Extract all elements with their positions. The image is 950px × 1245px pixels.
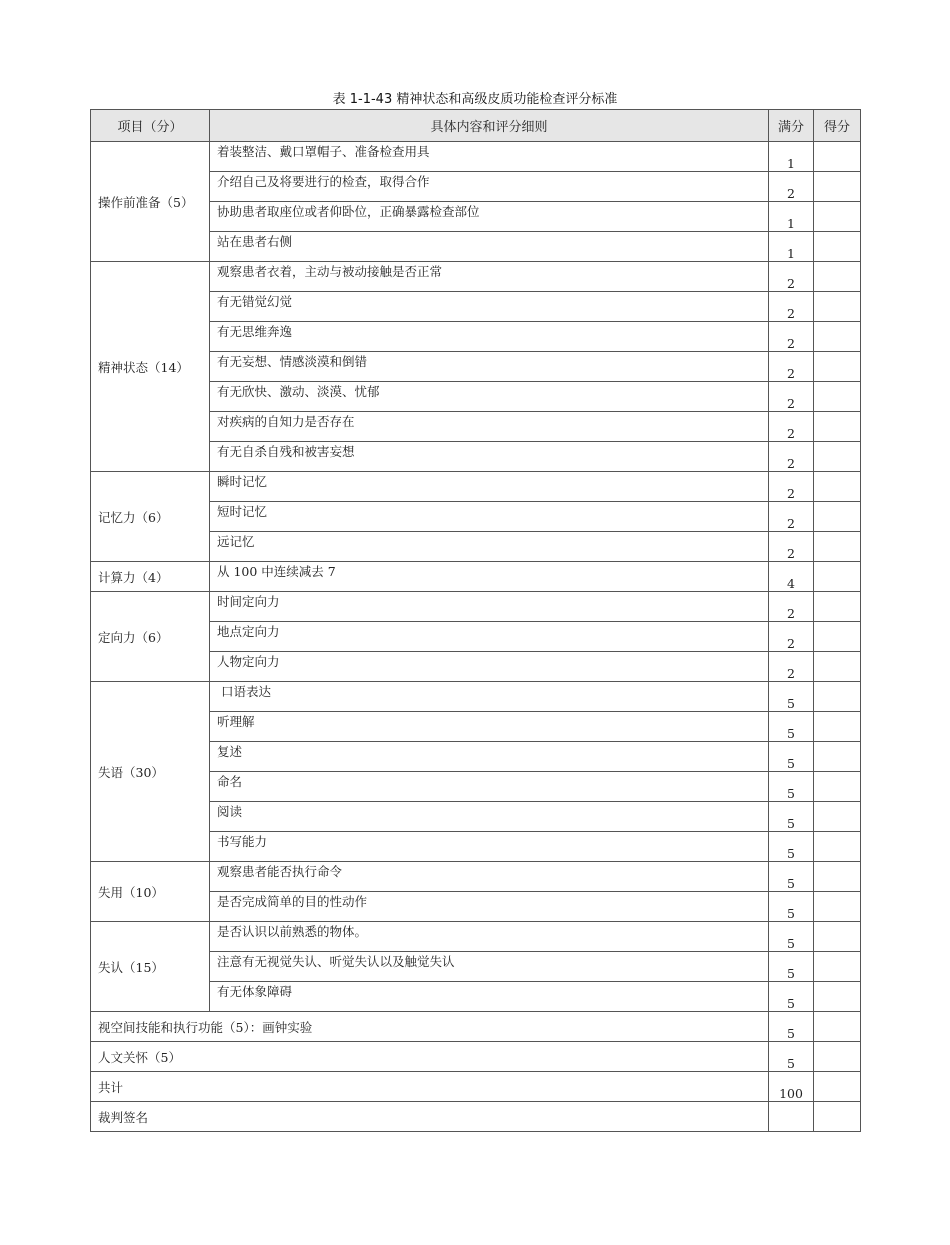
item-text-cell: 有无体象障碍 — [210, 982, 769, 1012]
full-score-cell: 2 — [769, 262, 814, 292]
header-project: 项目（分） — [91, 110, 210, 142]
full-score-cell: 100 — [769, 1072, 814, 1102]
obtained-score-cell[interactable] — [814, 592, 861, 622]
header-content: 具体内容和评分细则 — [210, 110, 769, 142]
table-row — [91, 562, 861, 592]
obtained-score-cell[interactable] — [814, 472, 861, 502]
obtained-score-cell[interactable] — [814, 892, 861, 922]
item-text-cell: 复述 — [210, 742, 769, 772]
category-cell: 记忆力（6） — [91, 472, 210, 562]
table-row — [91, 472, 861, 502]
full-score-cell: 5 — [769, 802, 814, 832]
item-text-cell: 阅读 — [210, 802, 769, 832]
full-score-cell: 2 — [769, 442, 814, 472]
summary-row — [91, 1012, 861, 1042]
obtained-score-cell[interactable] — [814, 352, 861, 382]
item-text-cell: 地点定向力 — [210, 622, 769, 652]
item-text-cell: 有无欣快、激动、淡漠、忧郁 — [210, 382, 769, 412]
obtained-score-cell[interactable] — [814, 1042, 861, 1072]
full-score-cell: 1 — [769, 232, 814, 262]
item-text-cell: 命名 — [210, 772, 769, 802]
item-text-cell: 有无思维奔逸 — [210, 322, 769, 352]
obtained-score-cell[interactable] — [814, 262, 861, 292]
table-row — [91, 862, 861, 892]
obtained-score-cell[interactable] — [814, 712, 861, 742]
scoring-table — [90, 109, 861, 1132]
item-text-cell: 人物定向力 — [210, 652, 769, 682]
item-text-cell: 短时记忆 — [210, 502, 769, 532]
obtained-score-cell[interactable] — [814, 232, 861, 262]
summary-label-cell: 人文关怀（5） — [91, 1042, 769, 1072]
item-text-cell: 听理解 — [210, 712, 769, 742]
item-text-cell: 口语表达 — [210, 682, 769, 712]
obtained-score-cell[interactable] — [814, 922, 861, 952]
full-score-cell: 2 — [769, 292, 814, 322]
item-text-cell: 观察患者能否执行命令 — [210, 862, 769, 892]
item-text-cell: 书写能力 — [210, 832, 769, 862]
table-row — [91, 142, 861, 172]
obtained-score-cell[interactable] — [814, 202, 861, 232]
full-score-cell: 5 — [769, 832, 814, 862]
item-text-cell: 是否完成简单的目的性动作 — [210, 892, 769, 922]
category-cell: 定向力（6） — [91, 592, 210, 682]
item-text-cell: 观察患者衣着，主动与被动接触是否正常 — [210, 262, 769, 292]
full-score-cell: 5 — [769, 982, 814, 1012]
obtained-score-cell[interactable] — [814, 172, 861, 202]
summary-label-cell: 视空间技能和执行功能（5）：画钟实验 — [91, 1012, 769, 1042]
item-text-cell: 协助患者取座位或者仰卧位，正确暴露检查部位 — [210, 202, 769, 232]
table-body — [91, 142, 861, 1132]
item-text-cell: 时间定向力 — [210, 592, 769, 622]
obtained-score-cell[interactable] — [814, 142, 861, 172]
item-text-cell: 远记忆 — [210, 532, 769, 562]
full-score-cell: 5 — [769, 1042, 814, 1072]
obtained-score-cell[interactable] — [814, 322, 861, 352]
item-text-cell: 注意有无视觉失认、听觉失认以及触觉失认 — [210, 952, 769, 982]
item-text-cell: 从 100 中连续减去 7 — [210, 562, 769, 592]
item-text-cell: 有无错觉幻觉 — [210, 292, 769, 322]
obtained-score-cell[interactable] — [814, 952, 861, 982]
header-row — [91, 110, 861, 142]
table-row — [91, 592, 861, 622]
obtained-score-cell[interactable] — [814, 412, 861, 442]
summary-row — [91, 1102, 861, 1132]
obtained-score-cell[interactable] — [814, 832, 861, 862]
summary-row — [91, 1042, 861, 1072]
table-row — [91, 682, 861, 712]
full-score-cell: 2 — [769, 382, 814, 412]
item-text-cell: 着装整洁、戴口罩帽子、准备检查用具 — [210, 142, 769, 172]
full-score-cell: 5 — [769, 742, 814, 772]
obtained-score-cell[interactable] — [814, 1012, 861, 1042]
table-title: 表 1-1-43 精神状态和高级皮质功能检查评分标准 — [332, 92, 618, 107]
obtained-score-cell[interactable] — [814, 1102, 861, 1132]
full-score-cell: 4 — [769, 562, 814, 592]
full-score-cell — [769, 1102, 814, 1132]
obtained-score-cell[interactable] — [814, 742, 861, 772]
full-score-cell: 5 — [769, 772, 814, 802]
full-score-cell: 2 — [769, 502, 814, 532]
obtained-score-cell[interactable] — [814, 982, 861, 1012]
full-score-cell: 5 — [769, 682, 814, 712]
full-score-cell: 2 — [769, 532, 814, 562]
obtained-score-cell[interactable] — [814, 622, 861, 652]
category-cell: 失语（30） — [91, 682, 210, 862]
summary-label-cell: 裁判签名 — [91, 1102, 769, 1132]
obtained-score-cell[interactable] — [814, 772, 861, 802]
table-row — [91, 262, 861, 292]
full-score-cell: 1 — [769, 142, 814, 172]
header-full-score: 满分 — [769, 110, 814, 142]
table-row — [91, 922, 861, 952]
category-cell: 失认（15） — [91, 922, 210, 1012]
category-cell: 计算力（4） — [91, 562, 210, 592]
full-score-cell: 2 — [769, 352, 814, 382]
obtained-score-cell[interactable] — [814, 442, 861, 472]
obtained-score-cell[interactable] — [814, 1072, 861, 1102]
full-score-cell: 2 — [769, 652, 814, 682]
full-score-cell: 5 — [769, 712, 814, 742]
category-cell: 失用（10） — [91, 862, 210, 922]
item-text-cell: 有无自杀自残和被害妄想 — [210, 442, 769, 472]
item-text-cell: 瞬时记忆 — [210, 472, 769, 502]
full-score-cell: 5 — [769, 1012, 814, 1042]
item-text-cell: 站在患者右侧 — [210, 232, 769, 262]
full-score-cell: 2 — [769, 622, 814, 652]
full-score-cell: 2 — [769, 412, 814, 442]
full-score-cell: 2 — [769, 172, 814, 202]
obtained-score-cell[interactable] — [814, 502, 861, 532]
obtained-score-cell[interactable] — [814, 532, 861, 562]
obtained-score-cell[interactable] — [814, 382, 861, 412]
obtained-score-cell[interactable] — [814, 652, 861, 682]
obtained-score-cell[interactable] — [814, 682, 861, 712]
full-score-cell: 2 — [769, 322, 814, 352]
full-score-cell: 5 — [769, 922, 814, 952]
item-text-cell: 介绍自己及将要进行的检查，取得合作 — [210, 172, 769, 202]
obtained-score-cell[interactable] — [814, 562, 861, 592]
full-score-cell: 2 — [769, 472, 814, 502]
full-score-cell: 5 — [769, 952, 814, 982]
full-score-cell: 2 — [769, 592, 814, 622]
item-text-cell: 是否认识以前熟悉的物体。 — [210, 922, 769, 952]
obtained-score-cell[interactable] — [814, 802, 861, 832]
full-score-cell: 5 — [769, 862, 814, 892]
obtained-score-cell[interactable] — [814, 862, 861, 892]
full-score-cell: 1 — [769, 202, 814, 232]
summary-label-cell: 共计 — [91, 1072, 769, 1102]
item-text-cell: 有无妄想、情感淡漠和倒错 — [210, 352, 769, 382]
summary-row — [91, 1072, 861, 1102]
category-cell: 操作前准备（5） — [91, 142, 210, 262]
header-obtained-score: 得分 — [814, 110, 861, 142]
category-cell: 精神状态（14） — [91, 262, 210, 472]
obtained-score-cell[interactable] — [814, 292, 861, 322]
full-score-cell: 5 — [769, 892, 814, 922]
item-text-cell: 对疾病的自知力是否存在 — [210, 412, 769, 442]
